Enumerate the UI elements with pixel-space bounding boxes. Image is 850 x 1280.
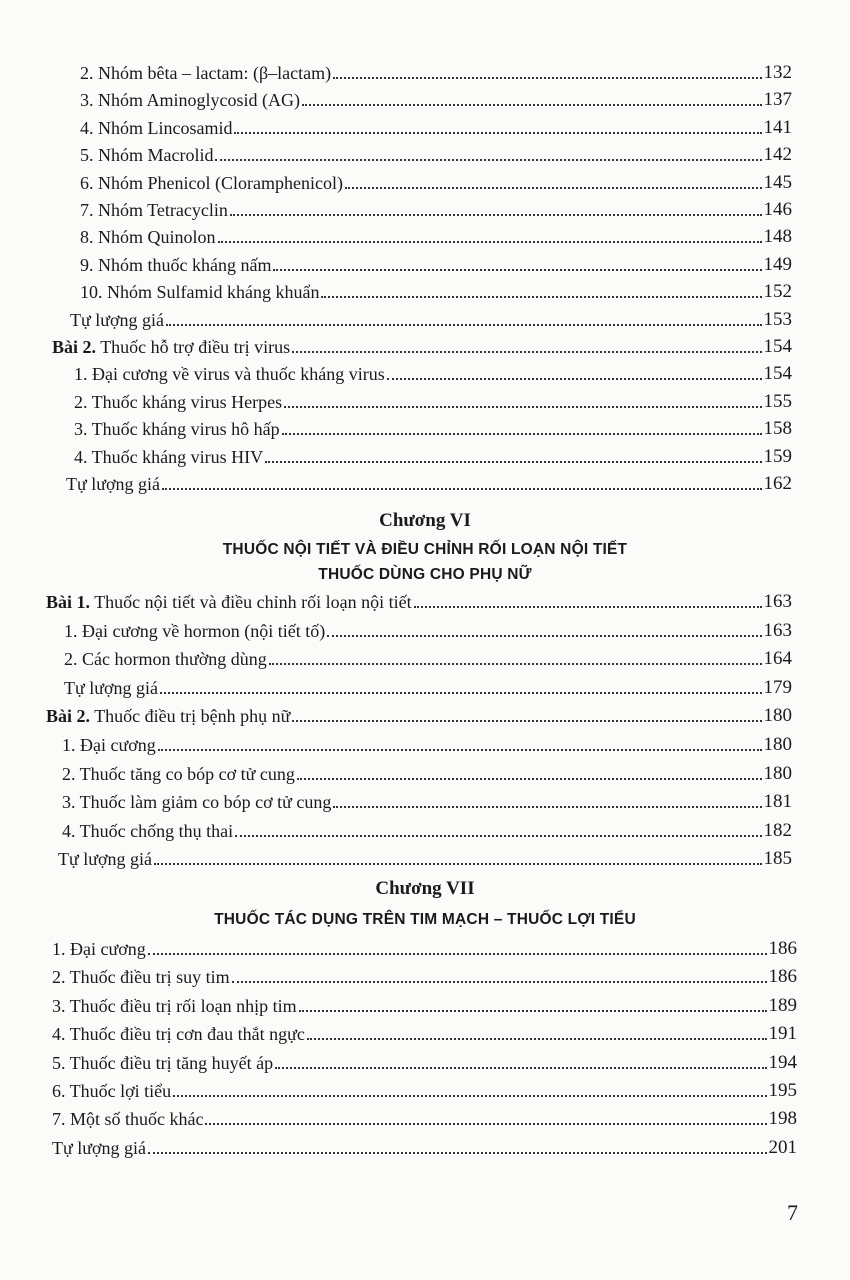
toc-entry bbox=[52, 1131, 797, 1159]
dot-leader bbox=[234, 132, 761, 134]
dot-leader bbox=[275, 1067, 766, 1069]
dot-leader bbox=[345, 187, 762, 189]
toc-entry-label: 10. Nhóm Sulfamid kháng khuẩn bbox=[80, 282, 320, 303]
toc-entry-title bbox=[80, 117, 232, 139]
toc-entry bbox=[62, 728, 792, 756]
toc-entry-page: 155 bbox=[763, 390, 792, 412]
toc-entry-title bbox=[52, 1108, 203, 1130]
dot-leader bbox=[215, 159, 761, 161]
toc-entry-label: 3. Thuốc điều trị rối loạn nhịp tim bbox=[52, 995, 297, 1016]
toc-entry-title bbox=[64, 648, 267, 670]
toc-entry bbox=[52, 1017, 797, 1045]
dot-leader bbox=[387, 378, 762, 380]
toc-entry bbox=[46, 699, 792, 727]
chapter-6-title: Chương VI bbox=[379, 510, 471, 531]
toc-entry-title bbox=[58, 848, 152, 870]
toc-entry-page: 137 bbox=[763, 89, 792, 111]
toc-entry-title bbox=[52, 1137, 146, 1159]
toc-entry-page: 191 bbox=[768, 1023, 797, 1045]
toc-entry-page: 195 bbox=[768, 1080, 797, 1101]
toc-entry-title bbox=[80, 89, 300, 111]
toc-entry-label: 3. Thuốc làm giảm co bóp cơ tử cung bbox=[62, 792, 332, 813]
toc-entry-label: 8. Nhóm Quinolon bbox=[80, 227, 216, 248]
dot-leader bbox=[218, 241, 762, 243]
toc-entry bbox=[74, 357, 792, 385]
toc-entry-page: 154 bbox=[763, 363, 792, 385]
toc-entry-title bbox=[46, 705, 290, 727]
toc-entry-title bbox=[64, 677, 158, 699]
toc-entry-title bbox=[80, 281, 319, 303]
toc-entry-title bbox=[52, 1052, 273, 1074]
toc-entry-page: 132 bbox=[763, 62, 792, 83]
dot-leader bbox=[154, 863, 761, 865]
toc-entry-page: 180 bbox=[763, 734, 792, 755]
dot-leader bbox=[205, 1123, 766, 1125]
toc-entry bbox=[52, 330, 792, 358]
toc-entry bbox=[62, 785, 792, 813]
toc-entry-title bbox=[62, 820, 233, 842]
toc-entry bbox=[74, 385, 792, 413]
toc-entry bbox=[80, 56, 792, 84]
dot-leader bbox=[284, 406, 761, 408]
dot-leader bbox=[273, 269, 761, 271]
dot-leader bbox=[265, 461, 761, 463]
toc-entry-label: 7. Nhóm Tetracyclin bbox=[80, 200, 228, 220]
toc-entry-label: 2. Nhóm bêta – lactam: (β–lactam) bbox=[80, 63, 332, 83]
chapter-7-title: Chương VII bbox=[375, 878, 475, 899]
toc-entry-page: 181 bbox=[763, 791, 792, 813]
toc-entry bbox=[74, 440, 792, 468]
toc-entry-page: 142 bbox=[763, 144, 792, 166]
toc-entry-label: 3. Nhóm Aminoglycosid (AG) bbox=[80, 90, 300, 111]
toc-entry-page: 152 bbox=[763, 281, 792, 303]
dot-leader bbox=[327, 635, 761, 637]
toc-entry-label: 6. Thuốc lợi tiểu bbox=[52, 1081, 172, 1101]
toc-entry-page: 180 bbox=[763, 762, 792, 784]
toc-entry-page: 194 bbox=[768, 1051, 797, 1073]
dot-leader bbox=[173, 1095, 766, 1097]
toc-entry-title bbox=[80, 226, 216, 248]
toc-entry-label: Tự lượng giá bbox=[70, 309, 165, 330]
toc-entry-title bbox=[70, 309, 164, 331]
toc-entry-page: 146 bbox=[763, 199, 792, 220]
toc-entry-title bbox=[46, 591, 412, 613]
toc-entry-title bbox=[52, 966, 230, 988]
toc-entry-label: Thuốc điều trị bệnh phụ nữ bbox=[90, 706, 291, 727]
toc-entry bbox=[66, 467, 792, 495]
toc-entry-title bbox=[62, 734, 156, 756]
dot-leader bbox=[158, 749, 762, 751]
dot-leader bbox=[307, 1038, 767, 1040]
toc-entry-page: 186 bbox=[768, 938, 797, 959]
dot-leader bbox=[292, 351, 761, 353]
toc-entry-page: 164 bbox=[763, 648, 792, 670]
toc-entry-page: 153 bbox=[763, 308, 792, 330]
toc-entry-title bbox=[80, 62, 331, 84]
dot-leader bbox=[302, 104, 762, 106]
dot-leader bbox=[230, 214, 762, 216]
toc-entry-page: 141 bbox=[763, 116, 792, 138]
toc-lesson-number: Bài 1. bbox=[46, 592, 91, 612]
toc-entry-label: Tự lượng giá bbox=[58, 849, 153, 870]
toc-entry bbox=[80, 193, 792, 221]
dot-leader bbox=[148, 953, 767, 955]
toc-entry-page: 201 bbox=[768, 1136, 797, 1158]
toc-entry-title bbox=[52, 938, 146, 960]
toc-entry bbox=[52, 989, 797, 1017]
toc-entry bbox=[58, 842, 792, 870]
toc-entry-label: 9. Nhóm thuốc kháng nấm bbox=[80, 254, 272, 275]
dot-leader bbox=[333, 806, 761, 808]
toc-entry bbox=[80, 83, 792, 111]
toc-entry bbox=[62, 757, 792, 785]
toc-entry-title bbox=[80, 254, 271, 276]
toc-entry-label: 4. Thuốc kháng virus HIV bbox=[74, 446, 264, 467]
toc-entry-page: 158 bbox=[763, 418, 792, 440]
toc-entry-page: 154 bbox=[763, 336, 792, 357]
toc-entry-label: 7. Một số thuốc khác bbox=[52, 1109, 204, 1130]
toc-entry-label: 5. Thuốc điều trị tăng huyết áp bbox=[52, 1052, 274, 1073]
toc-entry-page: 186 bbox=[768, 966, 797, 988]
toc-entry-page: 179 bbox=[763, 676, 792, 698]
toc-entry-label: 4. Nhóm Lincosamid bbox=[80, 117, 233, 138]
toc-entry-page: 189 bbox=[768, 994, 797, 1016]
dot-leader bbox=[166, 324, 761, 326]
toc-entry-title bbox=[64, 620, 325, 642]
toc-entry bbox=[52, 1102, 797, 1130]
toc-entry-label: 2. Các hormon thường dùng bbox=[64, 649, 267, 670]
toc-entry-label: 3. Thuốc kháng virus hô hấp bbox=[74, 419, 280, 440]
toc-entry bbox=[46, 585, 792, 613]
toc-entry-label: 1. Đại cương về hormon (nội tiết tố) bbox=[64, 620, 326, 641]
toc-entry bbox=[80, 220, 792, 248]
toc-entry-label: 1. Đại cương bbox=[62, 735, 156, 755]
toc-entry bbox=[52, 1074, 797, 1102]
toc-entry-label: 1. Đại cương bbox=[52, 939, 146, 959]
toc-entry-title bbox=[74, 418, 280, 440]
toc-entry-page: 149 bbox=[763, 253, 792, 275]
toc-entry-title bbox=[66, 473, 160, 495]
dot-leader bbox=[232, 981, 767, 983]
toc-entry-page: 148 bbox=[763, 226, 792, 248]
toc-entry-title bbox=[80, 172, 343, 194]
chapter-6-subtitle-1: THUỐC NỘI TIẾT VÀ ĐIỀU CHỈNH RỐI LOẠN NỘI TIẾT bbox=[222, 541, 628, 558]
toc-entry-label: 4. Thuốc chống thụ thai bbox=[62, 820, 234, 841]
dot-leader bbox=[148, 1152, 766, 1154]
toc-entry-title bbox=[62, 763, 295, 785]
toc-entry bbox=[62, 814, 792, 842]
dot-leader bbox=[162, 488, 761, 490]
dot-leader bbox=[333, 77, 761, 79]
dot-leader bbox=[269, 663, 762, 665]
toc-entry bbox=[80, 138, 792, 166]
toc-entry-label: 2. Thuốc tăng co bóp cơ tử cung bbox=[62, 763, 295, 784]
toc-entry bbox=[80, 248, 792, 276]
toc-entry-label: 1. Đại cương về virus và thuốc kháng virus bbox=[74, 364, 385, 385]
toc-entry-label: 2. Thuốc điều trị suy tim bbox=[52, 967, 230, 988]
toc-entry-title bbox=[74, 446, 263, 468]
toc-entry-page: 185 bbox=[763, 848, 792, 870]
toc-entry bbox=[52, 932, 797, 960]
toc-entry-page: 180 bbox=[763, 705, 792, 727]
toc-entry bbox=[80, 111, 792, 139]
toc-entry-title bbox=[74, 363, 385, 385]
toc-entry-page: 163 bbox=[763, 591, 792, 612]
toc-entry-page: 159 bbox=[763, 445, 792, 467]
toc-entry-title bbox=[52, 336, 290, 358]
toc-entry bbox=[70, 303, 792, 331]
toc-entry-label: 2. Thuốc kháng virus Herpes bbox=[74, 391, 283, 412]
chapter-6-subtitle-2: THUỐC DÙNG CHO PHỤ NỮ bbox=[318, 566, 532, 583]
toc-entry bbox=[52, 1046, 797, 1074]
toc-entry-title bbox=[52, 1080, 171, 1102]
dot-leader bbox=[282, 433, 762, 435]
toc-entry bbox=[64, 642, 792, 670]
toc-lesson-number: Bài 2. bbox=[46, 706, 91, 727]
toc-entry-page: 163 bbox=[763, 619, 792, 641]
toc-entry-label: Thuốc nội tiết và điều chỉnh rối loạn nội tiết bbox=[90, 592, 412, 612]
toc-entry-page: 198 bbox=[768, 1108, 797, 1130]
toc-entry-label: 4. Thuốc điều trị cơn đau thắt ngực bbox=[52, 1024, 305, 1045]
toc-entry bbox=[80, 275, 792, 303]
toc-entry bbox=[64, 614, 792, 642]
toc-entry-title bbox=[80, 199, 228, 221]
toc-entry bbox=[74, 412, 792, 440]
toc-entry-title bbox=[52, 1023, 305, 1045]
toc-entry-title bbox=[52, 995, 297, 1017]
toc-entry-label: Thuốc hỗ trợ điều trị virus bbox=[96, 337, 291, 357]
toc-entry-label: 6. Nhóm Phenicol (Cloramphenicol) bbox=[80, 172, 343, 193]
toc-entry-title bbox=[74, 391, 282, 413]
toc-entry-label: 5. Nhóm Macrolid bbox=[80, 145, 214, 166]
dot-leader bbox=[299, 1010, 767, 1012]
dot-leader bbox=[160, 692, 761, 694]
toc-entry bbox=[52, 960, 797, 988]
page-number: 7 bbox=[787, 1200, 798, 1225]
toc-entry-title bbox=[80, 144, 213, 166]
toc-lesson-number: Bài 2. bbox=[52, 337, 97, 357]
toc-entry bbox=[64, 671, 792, 699]
toc-entry-page: 182 bbox=[763, 819, 792, 841]
dot-leader bbox=[292, 720, 761, 722]
toc-entry-label: Tự lượng giá bbox=[52, 1137, 147, 1158]
toc-entry-label: Tự lượng giá bbox=[66, 474, 161, 494]
toc-entry-label: Tự lượng giá bbox=[64, 677, 159, 698]
toc-entry-title bbox=[62, 791, 331, 813]
dot-leader bbox=[414, 606, 762, 608]
dot-leader bbox=[297, 778, 762, 780]
dot-leader bbox=[321, 296, 761, 298]
chapter-7-subtitle: THUỐC TÁC DỤNG TRÊN TIM MẠCH – THUỐC LỢI TIỂU bbox=[214, 911, 636, 928]
dot-leader bbox=[235, 835, 761, 837]
toc-entry bbox=[80, 166, 792, 194]
toc-entry-page: 145 bbox=[763, 171, 792, 193]
toc-entry-page: 162 bbox=[763, 473, 792, 494]
